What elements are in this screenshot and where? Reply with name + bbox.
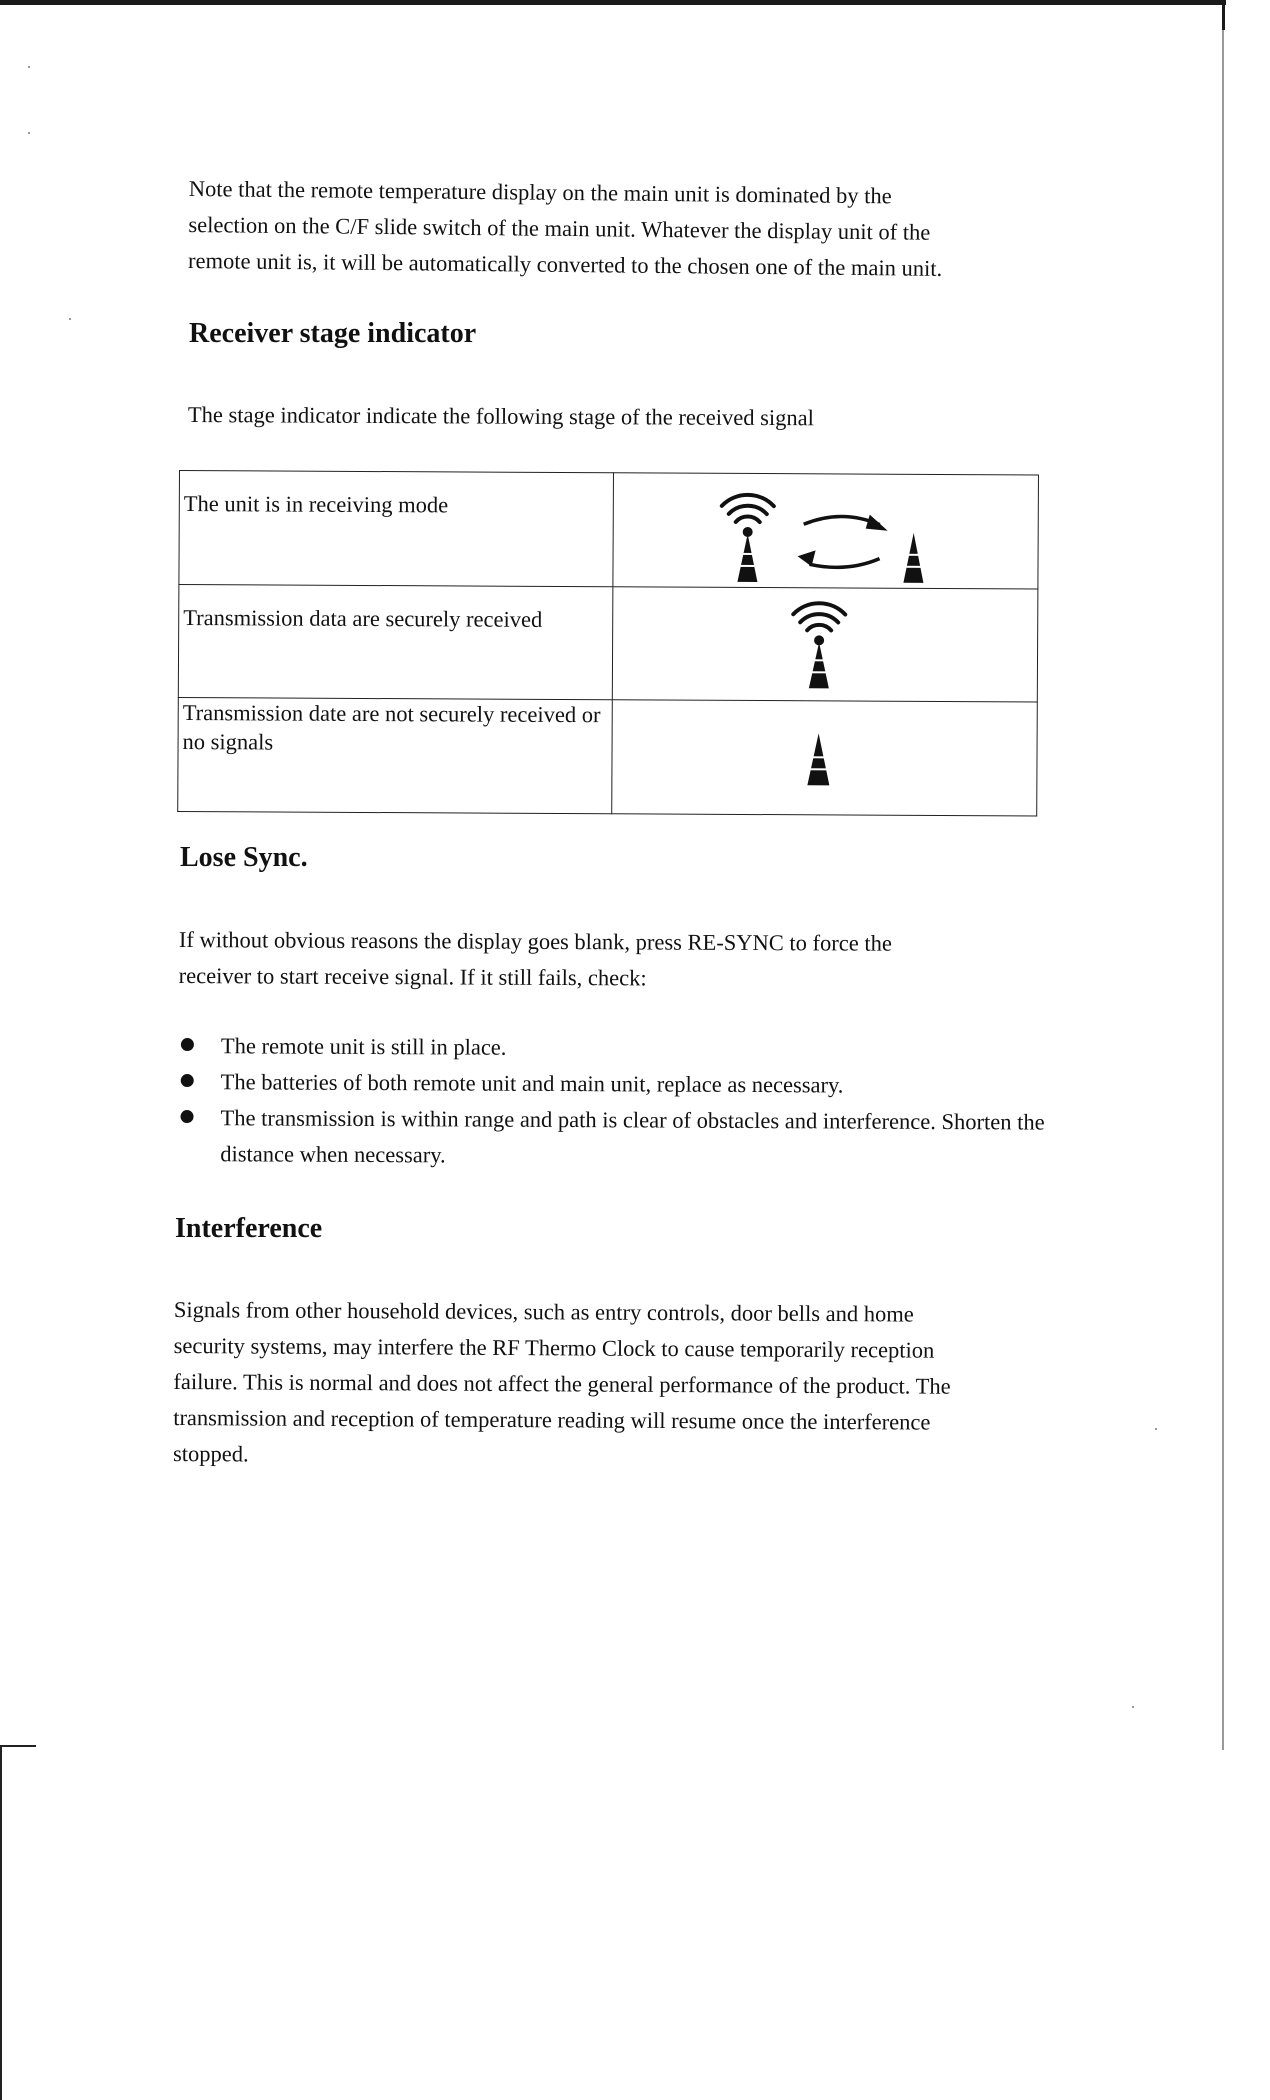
signal-received-icon <box>779 594 860 692</box>
stage-row-label: Transmission data are securely received <box>178 585 613 700</box>
no-signal-tower-icon <box>798 729 838 789</box>
intro-line: selection on the C/F slide switch of the main unit. Whatever the display unit of the <box>188 211 931 245</box>
stage-row-label: Transmission date are not securely received or no signals <box>178 697 613 814</box>
receiver-stage-heading: Receiver stage indicator <box>189 318 477 349</box>
interference-line: security systems, may interfere the RF Thermo Clock to cause temporarily reception <box>173 1332 935 1363</box>
lose-sync-line: If without obvious reasons the display goes blank, press RE-SYNC to force the <box>178 926 892 956</box>
scan-border-corner <box>1222 0 1225 30</box>
interference-line: transmission and reception of temperature reading will resume once the interference <box>173 1404 931 1435</box>
scan-border-right <box>1222 30 1224 1750</box>
intro-line: Note that the remote temperature display on the main unit is dominated by the <box>188 175 892 209</box>
list-item-text: The remote unit is still in place. <box>220 1033 507 1060</box>
stage-row-icon-cell <box>612 699 1038 816</box>
interference-line: failure. This is normal and does not affect the general performance of the product. The <box>173 1368 951 1399</box>
list-item <box>175 1100 1055 1177</box>
scan-border-left <box>0 1747 2 2100</box>
scan-border-bottom-left <box>0 1745 36 1747</box>
check-list <box>175 1028 1056 1177</box>
scan-speck <box>1155 1428 1157 1430</box>
scan-speck <box>1132 1706 1134 1708</box>
lose-sync-paragraph <box>179 922 892 998</box>
stage-row-icon-cell <box>613 473 1039 590</box>
intro-line: remote unit is, it will be automatically converted to the chosen one of the main unit. <box>187 247 943 281</box>
lose-sync-line: receiver to start receive signal. If it still fails, check: <box>178 962 647 991</box>
list-item <box>176 1064 1056 1105</box>
table-row <box>179 471 1039 590</box>
interference-line: stopped. <box>172 1440 249 1467</box>
table-row <box>178 585 1038 702</box>
interference-paragraph <box>173 1292 951 1477</box>
scan-speck <box>28 66 30 68</box>
table-row <box>178 697 1038 816</box>
bullet-icon <box>181 1074 194 1087</box>
bullet-icon <box>181 1038 194 1051</box>
stage-indicator-table <box>177 470 1039 816</box>
scan-border-top <box>0 0 1226 5</box>
interference-line: Signals from other household devices, such as entry controls, door bells and home <box>173 1296 914 1327</box>
scan-speck <box>28 132 30 134</box>
interference-heading: Interference <box>175 1213 323 1244</box>
list-item-text: The batteries of both remote unit and main unit, replace as necessary. <box>220 1069 844 1098</box>
lose-sync-heading: Lose Sync. <box>180 842 308 873</box>
scan-speck <box>69 318 71 320</box>
intro-paragraph <box>188 171 943 287</box>
list-item-text: The transmission is within range and path is clear of obstacles and interference. Shorten the distance when necessary. <box>220 1105 1045 1168</box>
list-item <box>176 1028 1056 1069</box>
bullet-icon <box>181 1110 194 1123</box>
receiver-stage-description: The stage indicator indicate the following stage of the received signal <box>187 401 814 431</box>
receiving-mode-icon <box>711 486 952 587</box>
stage-row-label: The unit is in receiving mode <box>179 471 614 588</box>
stage-row-icon-cell <box>612 587 1038 702</box>
